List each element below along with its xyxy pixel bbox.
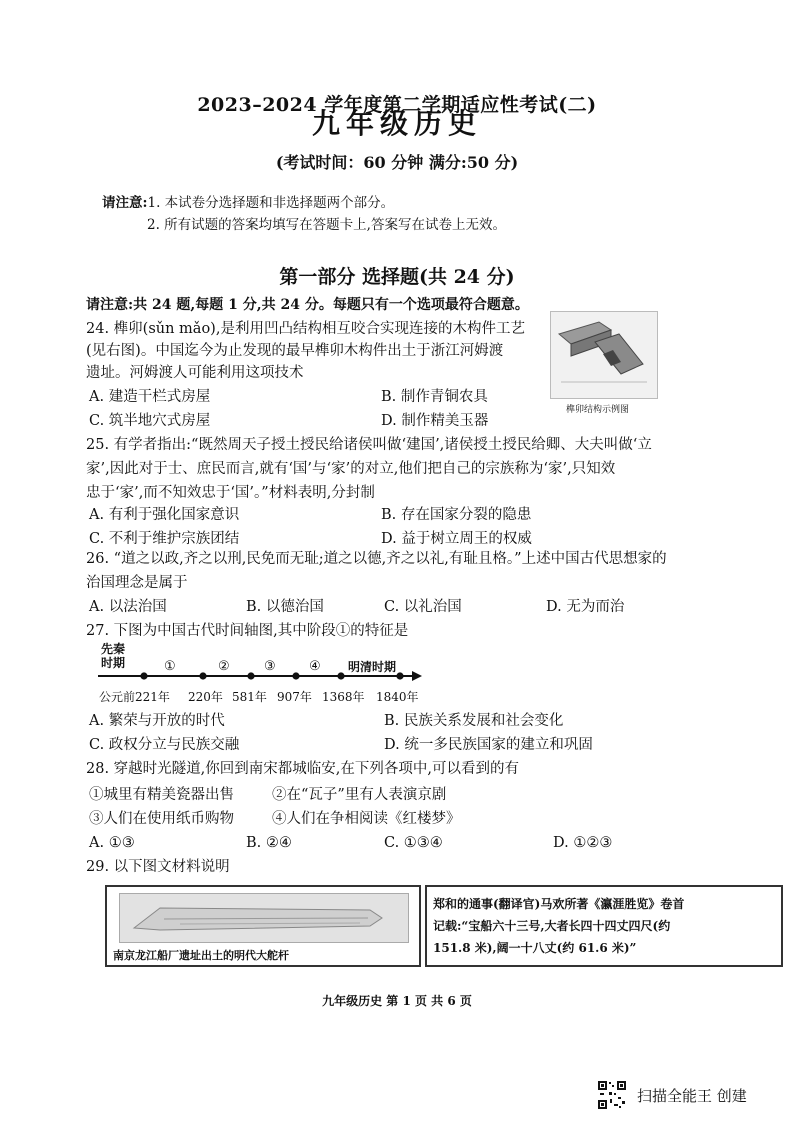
q28-option-a: A. ①③ xyxy=(89,835,135,851)
watermark-text: 扫描全能王 创建 xyxy=(637,1087,747,1105)
q25-option-c: C. 不利于维护宗族团结 xyxy=(89,531,240,547)
q25-stem-2: 家’,因此对于士、庶民而言,就有‘国’与‘家’的对立,他们把自己的宗族称为‘家’,只知效 xyxy=(86,461,616,477)
timeline-year-220: 220年 xyxy=(188,690,223,704)
section-instruction xyxy=(86,294,529,316)
q24-stem-3: 遗址。河姆渡人可能利用这项技术 xyxy=(86,365,304,381)
rudder-drawing xyxy=(120,894,408,942)
timeline-year-221bc: 公元前221年 xyxy=(99,690,170,704)
timeline-pre-qin-1: 先秦 xyxy=(101,642,126,656)
q29-stem: 29. 以下图文材料说明 xyxy=(86,859,230,875)
rudder-figure xyxy=(105,885,421,967)
q28-option-b: B. ②④ xyxy=(246,835,292,851)
subject-title: 九年级历史 xyxy=(311,107,482,140)
exam-info: (考试时间：60 分钟 满分:50 分) xyxy=(275,153,519,172)
q24-option-c: C. 筑半地穴式房屋 xyxy=(89,413,211,429)
timeline-year-907: 907年 xyxy=(277,690,312,704)
mortise-tenon-drawing xyxy=(551,312,657,398)
q28-item-4: ④人们在争相阅读《红楼梦》 xyxy=(272,811,461,827)
q28-option-d: D. ①②③ xyxy=(553,835,613,851)
qr-code-icon xyxy=(597,1080,627,1110)
timeline-ming-qing: 明清时期 xyxy=(348,660,397,674)
q24-option-b: B. 制作青铜农具 xyxy=(381,389,488,405)
q26-stem-2: 治国理念是属于 xyxy=(86,575,188,591)
q26-option-a: A. 以法治国 xyxy=(89,599,167,615)
q27-option-a: A. 繁荣与开放的时代 xyxy=(89,713,225,729)
q25-stem-3: 忠于‘家’,而不知效忠于‘国’。”材料表明,分封制 xyxy=(86,485,375,501)
notice-line-2: 2. 所有试题的答案均填写在答题卡上,答案写在试卷上无效。 xyxy=(147,217,506,233)
scanner-watermark xyxy=(597,1080,787,1112)
notice-label: 请注意: xyxy=(102,195,148,211)
q25-option-a: A. 有利于强化国家意识 xyxy=(89,507,240,523)
mortise-tenon-caption: 榫卯结构示例图 xyxy=(566,405,630,415)
q26-option-c: C. 以礼治国 xyxy=(384,599,462,615)
timeline-year-581: 581年 xyxy=(232,690,267,704)
timeline-figure xyxy=(96,642,426,708)
q27-stem: 27. 下图为中国古代时间轴图,其中阶段①的特征是 xyxy=(86,623,409,639)
q24-option-d: D. 制作精美玉器 xyxy=(381,413,489,429)
mortise-tenon-figure xyxy=(550,311,658,399)
instruction-label: 请注意: xyxy=(86,297,134,313)
exam-heading: 2023–2024 学年度第二学期适应性考试(二) xyxy=(197,94,597,116)
timeline-year-1840: 1840年 xyxy=(376,690,419,704)
mahuan-line-2: 记载:“宝船六十三号,大者长四十四丈四尺(约 xyxy=(433,919,671,933)
mahuan-text xyxy=(425,885,783,967)
notice-line-1 xyxy=(102,192,394,214)
q28-item-2: ②在“瓦子”里有人表演京剧 xyxy=(272,787,447,803)
section-title: 第一部分 选择题(共 24 分) xyxy=(279,266,515,288)
q27-option-d: D. 统一多民族国家的建立和巩固 xyxy=(384,737,593,753)
q26-option-d: D. 无为而治 xyxy=(546,599,625,615)
q25-stem-1: 25. 有学者指出:“既然周天子授土授民给诸侯叫做‘建国’,诸侯授土授民给卿、大夫叫做‘立 xyxy=(86,437,652,453)
rudder-photo xyxy=(119,893,409,943)
q28-item-1: ①城里有精美瓷器出售 xyxy=(89,787,234,803)
q28-item-3: ③人们在使用纸币购物 xyxy=(89,811,234,827)
q29-material xyxy=(89,880,793,975)
instruction-text: 共 24 题,每题 1 分,共 24 分。每题只有一个选项最符合题意。 xyxy=(133,297,529,313)
timeline-stage-2: ② xyxy=(218,659,230,674)
q27-option-c: C. 政权分立与民族交融 xyxy=(89,737,240,753)
timeline-year-1368: 1368年 xyxy=(322,690,365,704)
page-footer: 九年级历史 第 1 页 共 6 页 xyxy=(322,994,472,1008)
notice-text-1: 1. 本试卷分选择题和非选择题两个部分。 xyxy=(147,195,395,211)
q24-option-a: A. 建造干栏式房屋 xyxy=(89,389,211,405)
q28-option-c: C. ①③④ xyxy=(384,835,443,851)
mahuan-line-1: 郑和的通事(翻译官)马欢所著《瀛涯胜览》卷首 xyxy=(433,897,685,911)
timeline-stage-1: ① xyxy=(164,659,176,674)
rudder-caption: 南京龙江船厂遗址出土的明代大舵杆 xyxy=(113,949,289,962)
mahuan-line-3: 151.8 米),阔一十八丈(约 61.6 米)” xyxy=(433,941,637,955)
timeline-stage-3: ③ xyxy=(264,659,276,674)
q26-stem-1: 26. “道之以政,齐之以刑,民免而无耻;道之以德,齐之以礼,有耻且格。”上述中国古代思想家的 xyxy=(86,551,667,567)
q25-option-b: B. 存在国家分裂的隐患 xyxy=(381,507,532,523)
q27-option-b: B. 民族关系发展和社会变化 xyxy=(384,713,564,729)
q26-option-b: B. 以德治国 xyxy=(246,599,324,615)
q24-stem-1: 24. 榫卯(sǔn mǎo),是利用凹凸结构相互咬合实现连接的木构件工艺 xyxy=(86,321,525,337)
q24-stem-2: (见右图)。中国迄今为止发现的最早榫卯木构件出土于浙江河姆渡 xyxy=(86,343,504,359)
q25-option-d: D. 益于树立周王的权威 xyxy=(381,531,532,547)
timeline-stage-4: ④ xyxy=(309,659,321,674)
q28-stem: 28. 穿越时光隧道,你回到南宋都城临安,在下列各项中,可以看到的有 xyxy=(86,761,519,777)
timeline-pre-qin-2: 时期 xyxy=(101,656,126,670)
